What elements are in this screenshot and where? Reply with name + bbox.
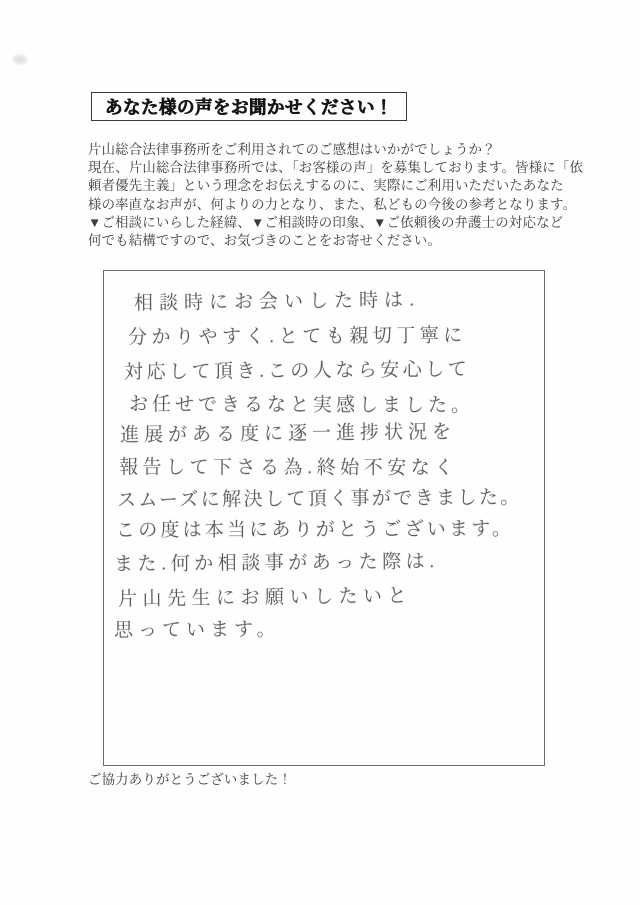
handwritten-line: 思っています。 <box>113 619 281 641</box>
intro-paragraph <box>88 141 584 250</box>
handwritten-line: お任せできるなと実感しました。 <box>128 394 475 417</box>
handwritten-line: この度は本当にありがとうございます。 <box>115 518 515 541</box>
page-title: あなた様の声をお聞かせください！ <box>105 96 393 118</box>
handwritten-line: 分かりやすく.とても親切丁寧に <box>127 325 467 348</box>
intro-line: 何でも結構ですので、お気づきのことをお寄せください。 <box>88 233 442 249</box>
handwritten-line: 進展がある度に逐一進捗状況を <box>119 421 457 446</box>
scan-artifact <box>13 55 27 64</box>
header-banner <box>91 92 407 121</box>
handwritten-line: 相談時にお会いした時は. <box>133 289 421 314</box>
handwritten-line: また.何か相談事があった際は. <box>113 551 439 575</box>
intro-line: 現在、片山総合法律事務所では、「お客様の声」を募集しております。皆様に「依 <box>88 160 584 176</box>
handwritten-line: 片山先生にお願いしたいと <box>117 585 413 610</box>
handwritten-line: 対応して頂き.この人なら安心して <box>123 358 471 383</box>
handwritten-line: スムーズに解決して頂く事ができました。 <box>116 487 522 511</box>
intro-line: 片山総合法律事務所をご利用されてのご感想はいかがでしょうか？ <box>88 142 496 157</box>
handwritten-line: 報告して下さる為.終始不安なく <box>118 457 458 479</box>
intro-line: 頼者優先主義」という理念をお伝えするのに、実際にご利用いただいたあなた <box>88 178 564 194</box>
intro-line: 様の率直なお声が、何よりの力となり、また、私どもの今後の参考となります。 <box>88 196 577 212</box>
feedback-response-box <box>103 270 545 766</box>
intro-line: ▼ご相談にいらした経緯、▼ご相談時の印象、▼ご依頼後の弁護士の対応など <box>88 214 564 230</box>
footer-thanks: ご協力ありがとうございました！ <box>88 772 292 787</box>
